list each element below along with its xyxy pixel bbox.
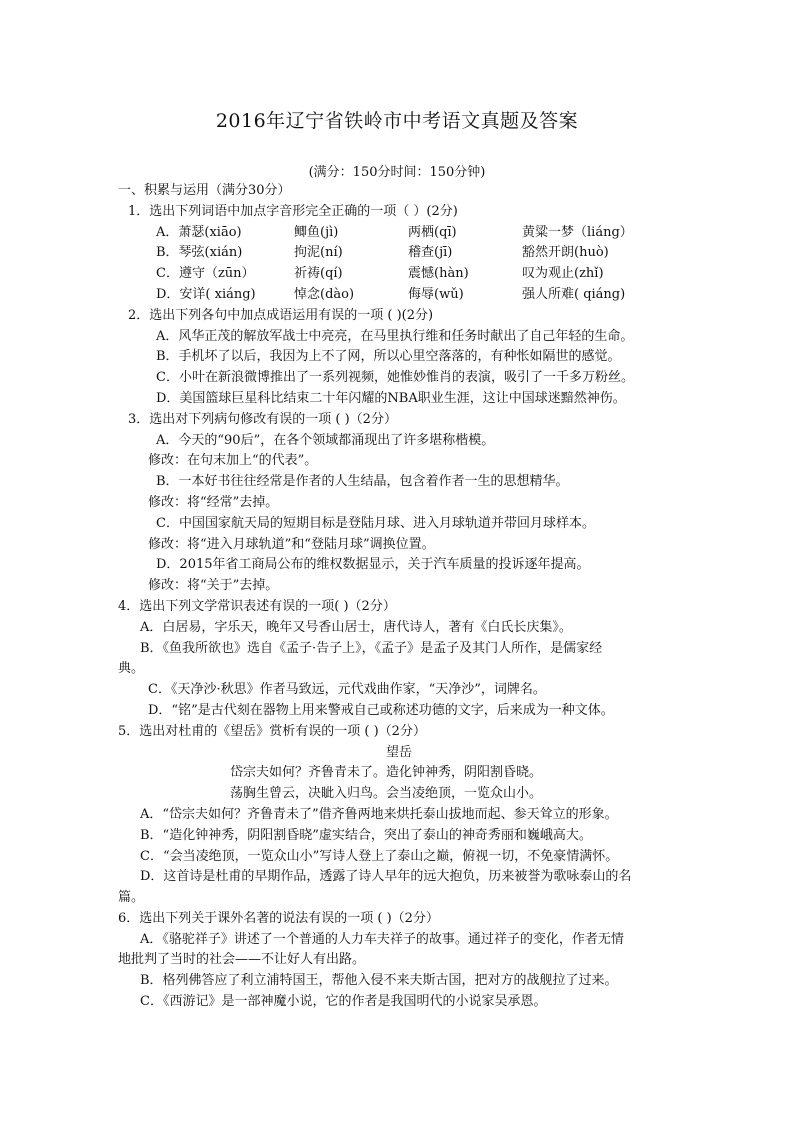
exam-content: [118, 181, 678, 1013]
question-6-stem: 6．选出下列关于课外名著的说法有误的一项 ( )（2分）: [118, 910, 439, 926]
q2-option-c: C．小叶在新浪微博推出了一系列视频，她惟妙惟肖的表演，吸引了一千多万粉丝。: [156, 370, 634, 386]
q1-row-a: [118, 223, 678, 244]
q5-option-d-cont: 篇。: [118, 890, 145, 906]
q1-row-d: [118, 285, 678, 306]
q1-a-word1: A．萧瑟(xiāo): [156, 224, 242, 240]
q2-option-d: D．美国篮球巨星科比结束二十年闪耀的NBA职业生涯，这让中国球迷黯然神伤。: [156, 390, 626, 406]
q6-option-b: B．格列佛答应了利立浦特国王，帮他入侵不来夫斯古国，把对方的战舰拉了过来。: [140, 973, 618, 989]
q1-c-word2: 祈祷(qí): [294, 266, 343, 282]
q1-b-word1: B．琴弦(xián): [156, 245, 243, 261]
q1-b-word4: 豁然开朗(huò): [522, 245, 609, 261]
q2-option-b: B．手机坏了以后，我因为上不了网，所以心里空落落的，有种怅如隔世的感觉。: [156, 349, 621, 365]
poem-line-1: 岱宗夫如何？齐鲁青未了。造化钟神秀，阴阳割昏晓。: [230, 765, 543, 781]
q3-option-a-fix: 修改：在句末加上“的代表”。: [148, 453, 318, 469]
q6-option-a-cont: 地批判了当时的社会——不让好人有出路。: [118, 952, 366, 968]
q1-b-word2: 拘泥(ní): [294, 245, 343, 261]
q6-option-a: A．《骆驼祥子》讲述了一个普通的人力车夫祥子的故事。通过祥子的变化，作者无情: [140, 931, 624, 947]
q1-c-word1: C．遵守（zūn）: [156, 266, 255, 282]
question-4-stem: 4．选出下列文学常识表述有误的一项( )（2分）: [118, 598, 396, 614]
exam-info: (满分：150分时间：150分钟): [308, 165, 486, 180]
q3-option-d: D．2015年省工商局公布的维权数据显示，关于汽车质量的投诉逐年提高。: [156, 557, 590, 573]
q1-a-word3: 两栖(qī): [408, 224, 457, 240]
question-5-stem: 5．选出对杜甫的《望岳》赏析有误的一项 ( )（2分）: [118, 723, 426, 739]
q4-option-b-cont: 典。: [118, 661, 145, 677]
q1-d-word1: D．安详( xiáng): [156, 286, 256, 302]
question-3-stem: 3．选出对下列病句修改有误的一项 ( )（2分）: [128, 411, 397, 427]
q4-option-c: C．《天净沙·秋思》作者马致远，元代戏曲作家，“天净沙”，词牌名。: [148, 682, 546, 698]
q4-option-d: D．“铭”是古代刻在器物上用来警戒自己或称述功德的文字，后来成为一种文体。: [148, 702, 614, 718]
question-1-stem: 1．选出下列词语中加点字音形完全正确的一项（ ）(2分): [128, 203, 458, 219]
q3-option-b-fix: 修改：将“经常”去掉。: [148, 494, 279, 510]
question-2-stem: 2．选出下列各句中加点成语运用有误的一项 ( )(2分): [128, 307, 434, 323]
q5-option-d: D．这首诗是杜甫的早期作品，透露了诗人早年的远大抱负，历来被誉为歌咏泰山的名: [140, 869, 632, 885]
q1-c-word4: 叹为观止(zhǐ): [522, 266, 604, 282]
q1-d-word4: 强人所难( qiáng): [522, 286, 626, 302]
q1-a-word4: 黄粱一梦（liáng）: [522, 224, 633, 240]
q6-option-c: C．《西游记》是一部神魔小说，它的作者是我国明代的小说家吴承恩。: [140, 994, 547, 1010]
poem-title: 望岳: [386, 744, 413, 760]
q5-option-b: B．“造化钟神秀，阴阳割昏晓”虚实结合，突出了泰山的神奇秀丽和巍峨高大。: [140, 827, 592, 843]
q4-option-a: A．白居易，字乐天，晚年又号香山居士，唐代诗人，著有《白氏长庆集》。: [140, 619, 572, 635]
q3-option-d-fix: 修改：将“关于”去掉。: [148, 578, 279, 594]
q2-option-a: A．风华正茂的解放军战士中亮亮，在马里执行维和任务时献出了自己年轻的生命。: [156, 328, 634, 344]
section-heading: 一、积累与运用（满分30分）: [118, 183, 291, 198]
poem-line-2: 荡胸生曾云，决眦入归鸟。会当凌绝顶，一览众山小。: [230, 786, 543, 802]
page-title: 2016年辽宁省铁岭市中考语文真题及答案: [215, 110, 579, 132]
q5-option-a: A．“岱宗夫如何？齐鲁青未了”借齐鲁两地来烘托泰山拔地而起、参天耸立的形象。: [140, 806, 618, 822]
q1-d-word2: 悼念(dào): [294, 286, 355, 302]
q1-a-word2: 鲫鱼(jì): [294, 224, 339, 240]
q3-option-a: A．今天的“90后”，在各个领域都涌现出了许多堪称楷模。: [156, 432, 495, 448]
q1-b-word3: 稽查(jī): [408, 245, 453, 261]
q3-option-c-fix: 修改：将“进入月球轨道”和“登陆月球”调换位置。: [148, 536, 435, 552]
q1-row-b: [118, 243, 678, 264]
q5-option-c: C．“会当凌绝顶，一览众山小”写诗人登上了泰山之巅，俯视一切，不免豪情满怀。: [140, 848, 619, 864]
q3-option-c: C．中国国家航天局的短期目标是登陆月球、进入月球轨道并带回月球样本。: [156, 515, 595, 531]
q1-row-c: [118, 264, 678, 285]
q3-option-b: B．一本好书往往经常是作者的人生结晶，包含着作者一生的思想精华。: [156, 474, 569, 490]
q4-option-b: B．《鱼我所欲也》选自《孟子·告子上》，《孟子》是孟子及其门人所作，是儒家经: [140, 640, 603, 656]
q1-c-word3: 震憾(hàn): [408, 266, 469, 282]
q1-d-word3: 侮辱(wǔ): [408, 286, 464, 302]
